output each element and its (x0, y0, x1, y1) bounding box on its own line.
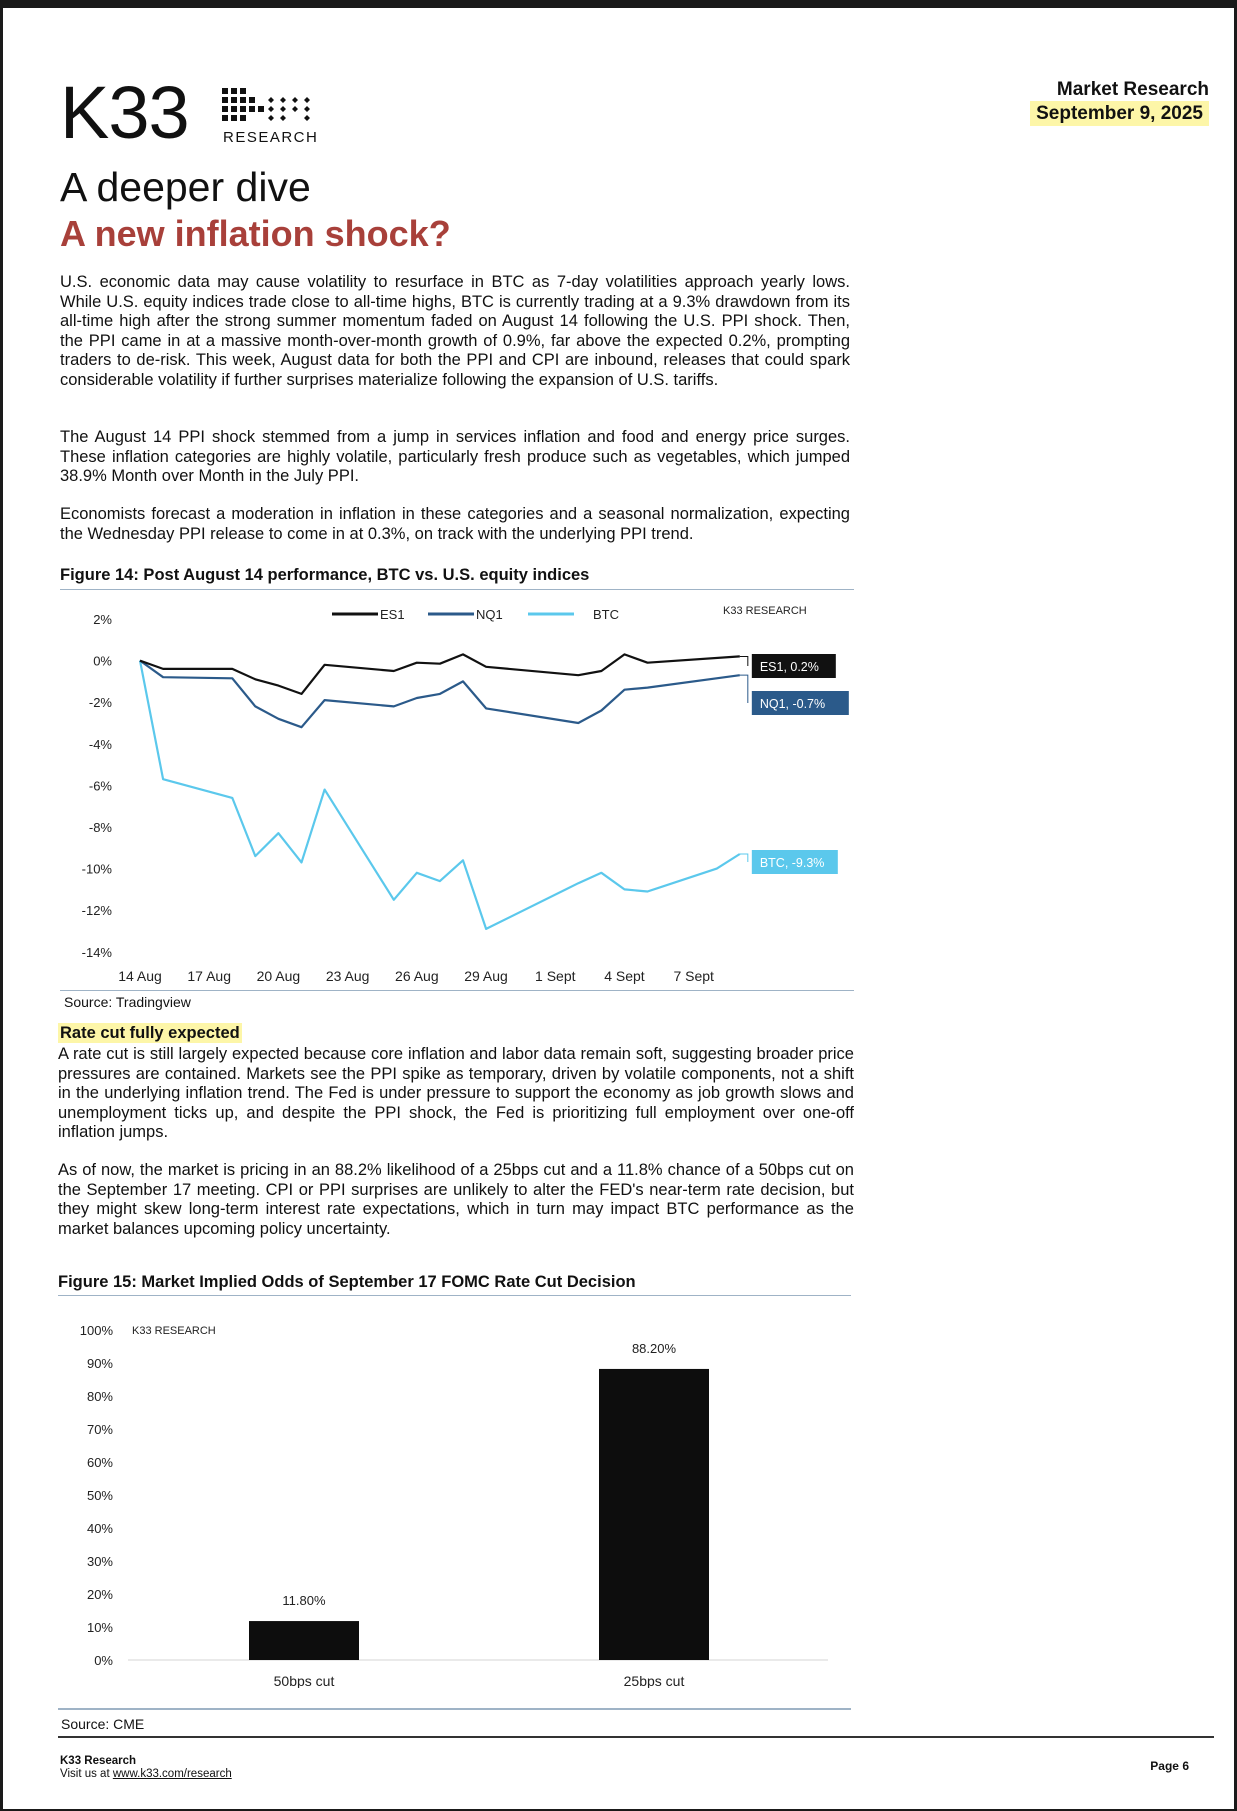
watermark-text: K33 RESEARCH (723, 605, 807, 617)
x-tick-label: 7 Sept (673, 968, 714, 984)
figure-14-bottom-rule (60, 990, 854, 991)
figure-15-top-rule (58, 1295, 851, 1296)
report-date: September 9, 2025 (1030, 101, 1209, 126)
footer-link[interactable]: www.k33.com/research (112, 1768, 232, 1780)
k33-logo (60, 71, 319, 154)
bar-value-label: 88.20% (631, 1340, 677, 1356)
end-label-leader (740, 854, 748, 862)
y-tick-label: 10% (86, 1620, 113, 1635)
logo-dot-grid-icon (222, 88, 314, 128)
series-line-btc (140, 661, 740, 929)
footer-visit-text: Visit us at (60, 1768, 113, 1780)
x-tick-label: 1 Sept (535, 968, 576, 984)
bar-1 (249, 1621, 359, 1660)
logo-wordmark: K33 (60, 71, 189, 154)
y-tick-label: 90% (86, 1356, 113, 1371)
y-tick-label: -12% (81, 903, 112, 919)
x-tick-label: 17 Aug (187, 968, 232, 984)
y-tick-label: 80% (86, 1389, 113, 1404)
page-subtitle: A new inflation shock? (60, 213, 451, 254)
y-tick-label: 40% (86, 1521, 113, 1536)
y-tick-label: 2% (93, 612, 112, 627)
figure-15-source: Source: CME (61, 1716, 145, 1732)
y-tick-label: 50% (86, 1488, 113, 1503)
end-label-text: BTC, -9.3% (759, 856, 825, 870)
x-tick-label: 26 Aug (395, 968, 439, 984)
legend-label: ES1 (380, 607, 405, 622)
y-tick-label: 100% (79, 1323, 113, 1338)
series-line-nq1 (140, 661, 740, 728)
x-tick-label: 4 Sept (604, 968, 645, 984)
end-label-leader (740, 675, 748, 703)
x-category-label: 25bps cut (623, 1673, 685, 1688)
y-tick-label: -2% (88, 695, 112, 711)
paragraph-3: Economists forecast a moderation in inflation in these categories and a seasonal normalization, expecting the Wednesday PPI release to come in at 0.3%, on track with the underlying PPI trend. (60, 505, 850, 543)
x-category-label: 50bps cut (273, 1673, 335, 1688)
end-label-leader (740, 656, 748, 666)
header-meta (1030, 78, 1209, 126)
x-tick-label: 20 Aug (256, 968, 301, 984)
figure-15-title: Figure 15: Market Implied Odds of September 17 FOMC Rate Cut Decision (58, 1273, 636, 1291)
bar-value-label: 11.80% (282, 1593, 326, 1609)
watermark-text: K33 RESEARCH (132, 1325, 216, 1337)
footer-org: K33 Research (60, 1755, 137, 1767)
y-tick-label: 0% (94, 1653, 113, 1668)
report-section: Market Research (1056, 79, 1209, 100)
paragraph-1: U.S. economic data may cause volatility to resurface in BTC as 7-day volatilities approach yearly lows. While U.S. equity indices trade close to all-time highs, BTC is currently trading at a 9.3% drawdown from its all-time high after the strong summer momentum faded on August 14 following the U.S. PPI shock. Then, the PPI came in at a massive month-over-month growth of 0.9%, far above the expected 0.2%, prompting traders to de-risk. This week, August data for both the PPI and CPI are inbound, releases that could spark considerable volatility if further surprises materialize following the expansion of U.S. tariffs. (60, 273, 850, 389)
report-page (3, 8, 1234, 1809)
figure-14-title: Figure 14: Post August 14 performance, BTC vs. U.S. equity indices (60, 566, 590, 584)
figure-15-bar-chart (58, 1308, 858, 1688)
section-heading: Rate cut fully expected (60, 1024, 240, 1042)
x-tick-label: 14 Aug (118, 968, 162, 984)
y-tick-label: 70% (86, 1422, 113, 1437)
y-tick-label: -8% (88, 820, 112, 835)
bar-2 (599, 1369, 709, 1660)
figure-14-source: Source: Tradingview (64, 994, 191, 1010)
footer-left (60, 1755, 232, 1781)
page-number: Page 6 (1150, 1759, 1189, 1773)
y-tick-label: 30% (86, 1554, 113, 1569)
y-tick-label: 20% (86, 1587, 113, 1602)
y-tick-label: -14% (81, 944, 112, 960)
figure-15-bottom-rule (58, 1708, 851, 1710)
y-tick-label: 0% (93, 653, 112, 669)
y-tick-label: -6% (88, 778, 112, 794)
y-tick-label: 60% (86, 1455, 113, 1470)
paragraph-4: A rate cut is still largely expected because core inflation and labor data remain soft, suggesting broader price pressures are contained. Markets see the PPI spike as temporary, driven by volatile components, not a shift in the underlying inflation trend. The Fed is under pressure to support the economy as job growth slows and unemployment ticks up, and despite the PPI shock, the Fed is prioritizing full employment over one-off inflation jumps. (58, 1045, 854, 1141)
footer-rule (58, 1736, 1214, 1738)
x-tick-label: 29 Aug (464, 968, 508, 984)
logo-subtitle: RESEARCH (223, 129, 319, 146)
legend-label: NQ1 (476, 607, 503, 622)
paragraph-2: The August 14 PPI shock stemmed from a jump in services inflation and food and energy price surges. These inflation categories are highly volatile, particularly fresh produce such as vegetables, which jumped 38.9% Month over Month in the July PPI. (60, 428, 850, 485)
x-tick-label: 23 Aug (325, 968, 370, 984)
paragraph-5: As of now, the market is pricing in an 88.2% likelihood of a 25bps cut and a 11.8% chance of a 50bps cut on the September 17 meeting. CPI or PPI surprises are unlikely to alter the FED's near-term rate decision, but they might skew long-term interest rate expectations, which in turn may impact BTC performance as the market balances upcoming policy uncertainty. (58, 1161, 854, 1238)
figure-14-top-rule (60, 589, 854, 590)
y-tick-label: -10% (81, 861, 112, 877)
end-label-text: NQ1, -0.7% (759, 697, 826, 711)
legend-label: BTC (593, 607, 619, 622)
end-label-text: ES1, 0.2% (759, 660, 819, 674)
y-tick-label: -4% (88, 736, 112, 752)
page-title: A deeper dive (60, 164, 311, 210)
figure-14-line-chart (60, 593, 860, 988)
